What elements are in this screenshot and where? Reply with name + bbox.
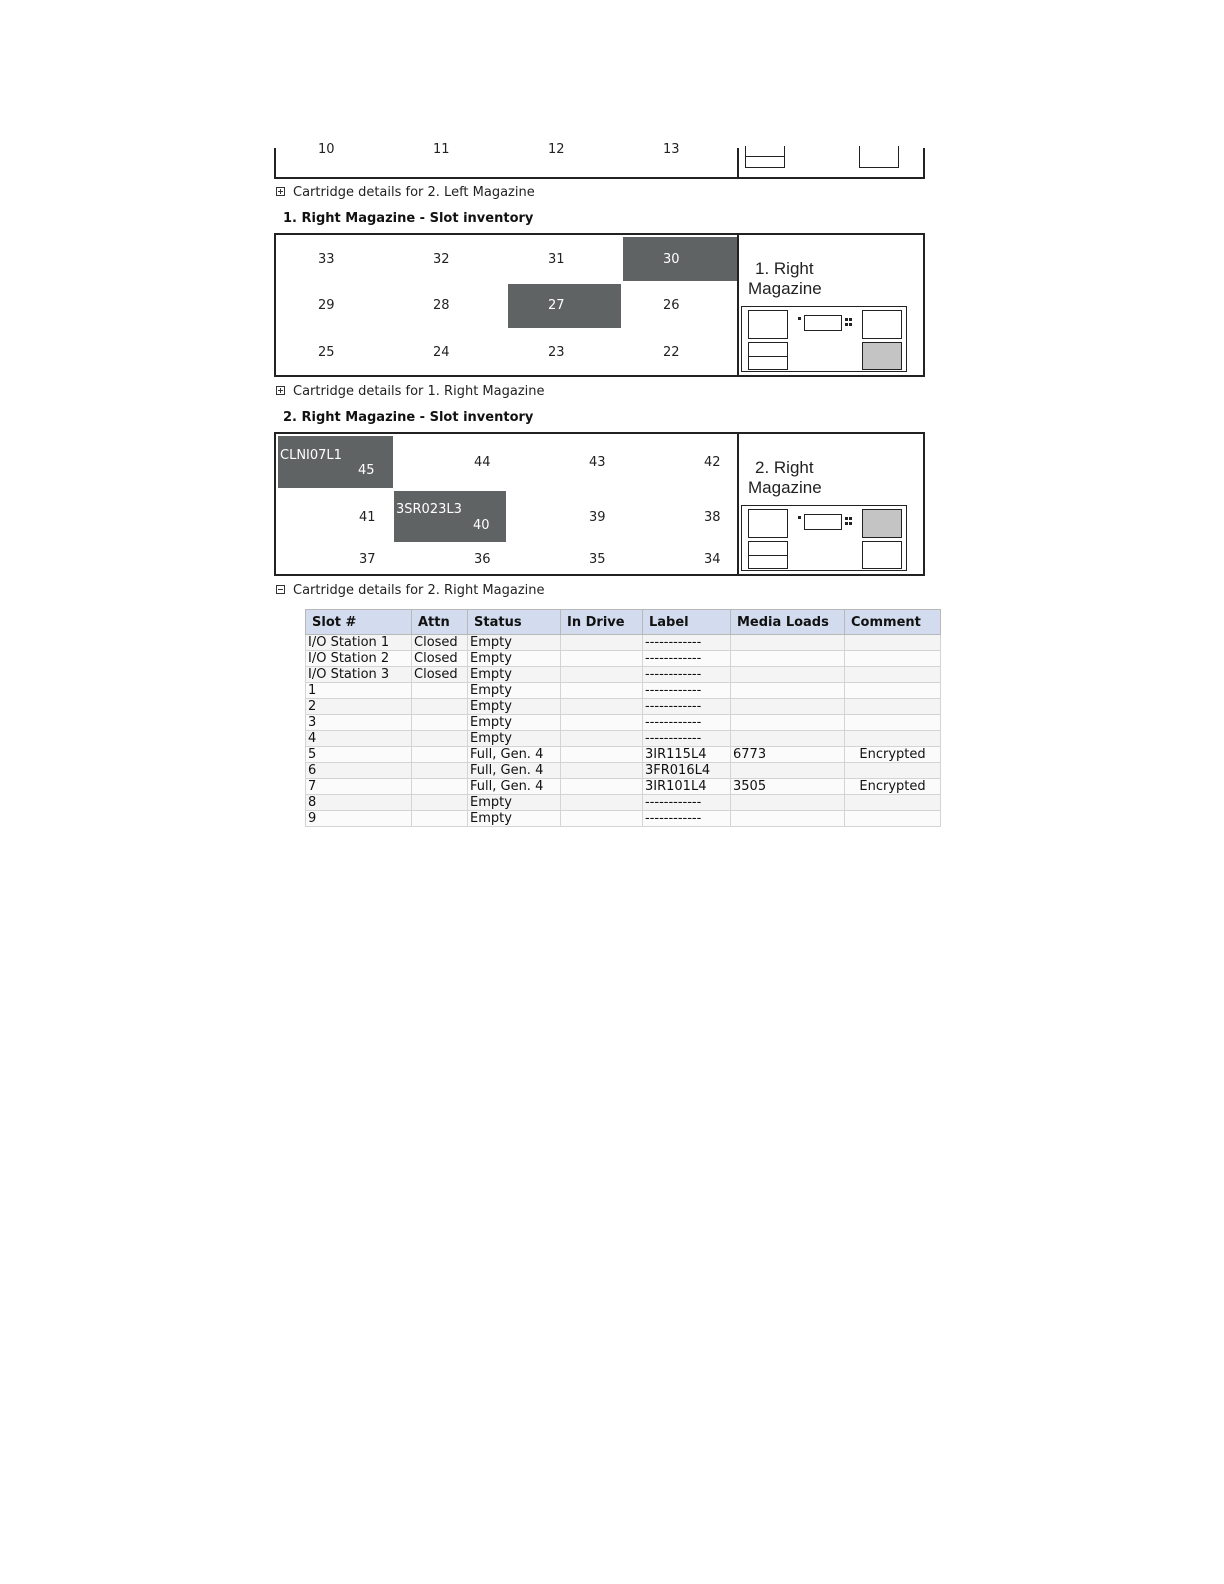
table-cell: Encrypted bbox=[845, 747, 941, 763]
table-cell: I/O Station 2 bbox=[306, 651, 412, 667]
table-cell bbox=[412, 683, 468, 699]
table-cell: 9 bbox=[306, 811, 412, 827]
table-row bbox=[306, 747, 941, 763]
column-header[interactable]: Comment bbox=[845, 610, 941, 635]
table-cell: 3 bbox=[306, 715, 412, 731]
column-header[interactable]: Status bbox=[468, 610, 561, 635]
table-cell: Full, Gen. 4 bbox=[468, 763, 561, 779]
dots-icon bbox=[845, 517, 852, 525]
table-cell: Empty bbox=[468, 699, 561, 715]
table-cell: ------------ bbox=[643, 715, 731, 731]
table-cell: Empty bbox=[468, 635, 561, 651]
drive-slot-indicator bbox=[862, 310, 902, 339]
table-cell: 2 bbox=[306, 699, 412, 715]
table-cell bbox=[561, 811, 643, 827]
table-cell bbox=[561, 779, 643, 795]
table-cell: ------------ bbox=[643, 667, 731, 683]
slot-cell[interactable]: 23 bbox=[548, 345, 565, 360]
table-cell: Empty bbox=[468, 811, 561, 827]
active-magazine-indicator bbox=[862, 509, 902, 538]
table-cell bbox=[412, 715, 468, 731]
magazine-name: 1. Right Magazine bbox=[748, 259, 822, 298]
table-cell: 5 bbox=[306, 747, 412, 763]
table-cell bbox=[561, 683, 643, 699]
table-cell: Empty bbox=[468, 795, 561, 811]
table-row bbox=[306, 779, 941, 795]
slot-cell-filled[interactable]: 27 bbox=[508, 284, 621, 328]
table-cell: Encrypted bbox=[845, 779, 941, 795]
drive-slot-indicator bbox=[748, 509, 788, 538]
table-cell: Closed bbox=[412, 651, 468, 667]
right-magazine-2-heading: 2. Right Magazine - Slot inventory bbox=[283, 410, 534, 425]
table-cell: 4 bbox=[306, 731, 412, 747]
slot-cell[interactable]: 36 bbox=[474, 552, 491, 567]
table-cell bbox=[412, 763, 468, 779]
slot-cell[interactable]: 37 bbox=[359, 552, 376, 567]
dot-icon bbox=[798, 516, 801, 519]
slot-cell-filled[interactable]: 3SR023L3 40 bbox=[394, 491, 506, 542]
column-header[interactable]: Label bbox=[643, 610, 731, 635]
slot-cell[interactable]: 38 bbox=[704, 510, 721, 525]
table-cell: 1 bbox=[306, 683, 412, 699]
table-cell: 3IR115L4 bbox=[643, 747, 731, 763]
drive-slot-indicator bbox=[745, 146, 785, 168]
drive-slot-indicator bbox=[859, 146, 899, 168]
dot-icon bbox=[798, 317, 801, 320]
table-cell: ------------ bbox=[643, 795, 731, 811]
table-cell bbox=[845, 683, 941, 699]
column-header[interactable]: In Drive bbox=[561, 610, 643, 635]
table-cell bbox=[561, 795, 643, 811]
table-row bbox=[306, 715, 941, 731]
drive-slot-indicator bbox=[748, 541, 788, 569]
cartridge-label: CLNI07L1 bbox=[280, 448, 342, 463]
slot-cell[interactable]: 25 bbox=[318, 345, 335, 360]
table-cell bbox=[561, 651, 643, 667]
table-cell: Closed bbox=[412, 635, 468, 651]
table-cell: ------------ bbox=[643, 731, 731, 747]
table-cell bbox=[412, 747, 468, 763]
slot-cell[interactable]: 22 bbox=[663, 345, 680, 360]
slot-cell[interactable]: 24 bbox=[433, 345, 450, 360]
drive-slot-indicator bbox=[748, 342, 788, 370]
table-cell bbox=[731, 763, 845, 779]
table-row bbox=[306, 667, 941, 683]
library-diagram bbox=[741, 505, 907, 571]
table-cell bbox=[731, 731, 845, 747]
table-cell: ------------ bbox=[643, 811, 731, 827]
table-cell bbox=[845, 715, 941, 731]
table-cell: I/O Station 1 bbox=[306, 635, 412, 651]
table-cell bbox=[845, 699, 941, 715]
table-cell bbox=[561, 763, 643, 779]
slot-cell[interactable]: 41 bbox=[359, 510, 376, 525]
slot-cell[interactable]: 29 bbox=[318, 298, 335, 313]
slot-cell[interactable]: 34 bbox=[704, 552, 721, 567]
table-cell bbox=[561, 715, 643, 731]
collapse-minus-icon[interactable] bbox=[276, 585, 285, 594]
expand-plus-icon[interactable] bbox=[276, 187, 285, 196]
table-cell: ------------ bbox=[643, 683, 731, 699]
table-cell bbox=[561, 747, 643, 763]
table-cell: ------------ bbox=[643, 651, 731, 667]
table-row bbox=[306, 683, 941, 699]
table-row bbox=[306, 635, 941, 651]
table-cell bbox=[731, 651, 845, 667]
table-row bbox=[306, 731, 941, 747]
table-cell bbox=[731, 811, 845, 827]
slot-cell[interactable]: 33 bbox=[318, 252, 335, 267]
table-cell bbox=[412, 731, 468, 747]
slot-cell[interactable]: 28 bbox=[433, 298, 450, 313]
table-cell: 7 bbox=[306, 779, 412, 795]
slot-cell[interactable]: 31 bbox=[548, 252, 565, 267]
table-cell: Empty bbox=[468, 651, 561, 667]
cartridge-label: 3SR023L3 bbox=[396, 502, 462, 517]
table-cell bbox=[845, 651, 941, 667]
magazine-diagram bbox=[737, 148, 923, 177]
slot-cell[interactable]: 42 bbox=[704, 455, 721, 470]
table-cell: ------------ bbox=[643, 635, 731, 651]
drive-icon bbox=[804, 315, 842, 331]
slot-cell[interactable]: 35 bbox=[589, 552, 606, 567]
drive-slot-indicator bbox=[748, 310, 788, 339]
table-cell bbox=[845, 811, 941, 827]
table-cell: 6773 bbox=[731, 747, 845, 763]
library-diagram bbox=[741, 306, 907, 372]
table-cell bbox=[731, 715, 845, 731]
table-cell bbox=[731, 635, 845, 651]
table-cell: 3FR016L4 bbox=[643, 763, 731, 779]
right-magazine-2-details-toggle[interactable]: Cartridge details for 2. Right Magazine bbox=[276, 583, 545, 598]
table-cell bbox=[845, 795, 941, 811]
table-cell: ------------ bbox=[643, 699, 731, 715]
drive-icon bbox=[804, 514, 842, 530]
table-cell bbox=[845, 635, 941, 651]
table-header-row bbox=[306, 610, 941, 635]
table-cell bbox=[845, 667, 941, 683]
table-cell bbox=[561, 667, 643, 683]
right-magazine-1-details-toggle[interactable]: Cartridge details for 1. Right Magazine bbox=[276, 384, 545, 399]
dots-icon bbox=[845, 318, 852, 326]
slot-cell[interactable]: 44 bbox=[474, 455, 491, 470]
slot-cell[interactable]: 43 bbox=[589, 455, 606, 470]
table-cell bbox=[731, 699, 845, 715]
table-cell: 3505 bbox=[731, 779, 845, 795]
table-row bbox=[306, 795, 941, 811]
table-cell bbox=[412, 699, 468, 715]
table-cell: 8 bbox=[306, 795, 412, 811]
table-row bbox=[306, 763, 941, 779]
table-row bbox=[306, 811, 941, 827]
table-row bbox=[306, 651, 941, 667]
magazine-diagram bbox=[737, 235, 923, 375]
column-header[interactable]: Media Loads bbox=[731, 610, 845, 635]
table-cell bbox=[412, 795, 468, 811]
slot-cell[interactable]: 39 bbox=[589, 510, 606, 525]
table-cell: Full, Gen. 4 bbox=[468, 747, 561, 763]
cartridge-details-table bbox=[305, 609, 941, 827]
table-cell: Empty bbox=[468, 683, 561, 699]
table-cell bbox=[845, 763, 941, 779]
slot-cell-filled[interactable]: CLNI07L1 45 bbox=[278, 436, 393, 488]
table-cell bbox=[412, 811, 468, 827]
column-header[interactable]: Attn bbox=[412, 610, 468, 635]
table-row bbox=[306, 699, 941, 715]
table-cell bbox=[731, 683, 845, 699]
table-cell bbox=[561, 635, 643, 651]
table-cell bbox=[731, 795, 845, 811]
slot-cell[interactable]: 32 bbox=[433, 252, 450, 267]
table-cell bbox=[561, 731, 643, 747]
table-cell bbox=[731, 667, 845, 683]
table-cell: Empty bbox=[468, 715, 561, 731]
right-magazine-1-panel bbox=[274, 233, 925, 377]
table-cell bbox=[412, 779, 468, 795]
drive-slot-indicator bbox=[862, 541, 902, 569]
slot-cell[interactable]: 26 bbox=[663, 298, 680, 313]
table-cell: Empty bbox=[468, 731, 561, 747]
active-magazine-indicator bbox=[862, 342, 902, 370]
column-header[interactable]: Slot # bbox=[306, 610, 412, 635]
table-cell: Full, Gen. 4 bbox=[468, 779, 561, 795]
table-cell bbox=[561, 699, 643, 715]
magazine-name: 2. Right Magazine bbox=[748, 458, 822, 497]
magazine-diagram bbox=[737, 434, 923, 574]
left-magazine-2-panel: 10 11 12 13 bbox=[274, 148, 925, 179]
table-cell: 3IR101L4 bbox=[643, 779, 731, 795]
table-cell: Empty bbox=[468, 667, 561, 683]
table-cell: Closed bbox=[412, 667, 468, 683]
slot-cell-filled[interactable]: 30 bbox=[623, 237, 738, 281]
table-cell: 6 bbox=[306, 763, 412, 779]
right-magazine-1-heading: 1. Right Magazine - Slot inventory bbox=[283, 211, 534, 226]
expand-plus-icon[interactable] bbox=[276, 386, 285, 395]
right-magazine-2-panel bbox=[274, 432, 925, 576]
table-cell: I/O Station 3 bbox=[306, 667, 412, 683]
left-magazine-2-details-toggle[interactable]: Cartridge details for 2. Left Magazine bbox=[276, 185, 535, 200]
table-cell bbox=[845, 731, 941, 747]
